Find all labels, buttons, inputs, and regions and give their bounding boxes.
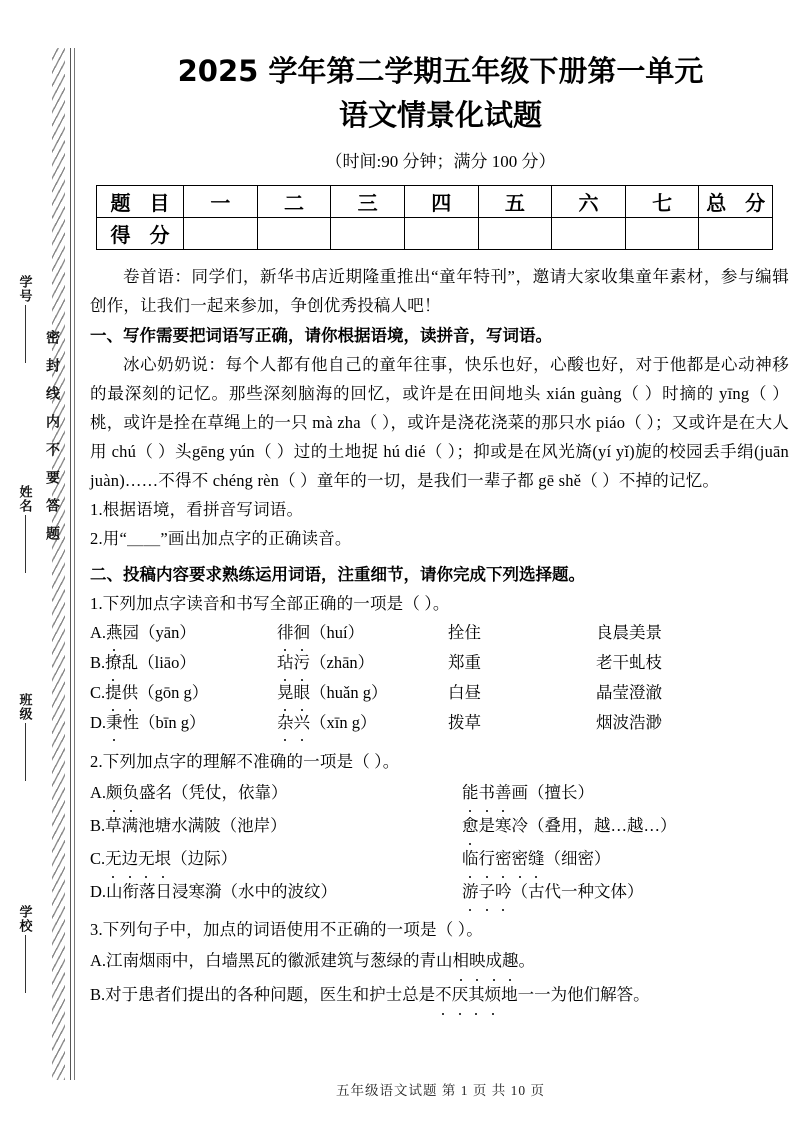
pinyin-piao: piáo <box>596 413 626 432</box>
info-label-school: 学校 <box>17 905 33 933</box>
question-3-stem: 3.下列句子中，加点的词语使用不正确的一项是（ ）。 <box>90 920 483 939</box>
score-table <box>96 185 773 250</box>
q1-b-col3: 郑重 <box>448 653 481 672</box>
score-table-col-1: 一 <box>184 186 258 218</box>
score-cell-7[interactable] <box>625 218 699 250</box>
passage-text-8: （ ）；抑或是在风光旖 <box>425 442 593 461</box>
q2-b-key: B. <box>90 816 106 835</box>
score-cell-4[interactable] <box>404 218 478 250</box>
q1-d-c1-dotted: 秉 <box>106 708 123 738</box>
q2-d-key: D. <box>90 882 107 901</box>
section-1-subquestion-1: 1.根据语境，看拼音写词语。 <box>90 500 304 519</box>
q1-c-key: C. <box>90 683 106 702</box>
score-table-label-score: 得 分 <box>97 218 184 250</box>
q2-a-right-dotted: 能书善 <box>462 783 512 802</box>
q1-b-col2 <box>277 648 448 678</box>
q1-c-col3: 白昼 <box>448 683 481 702</box>
q3-a-key: A. <box>90 951 107 970</box>
q1-b-col1 <box>90 648 277 678</box>
q1-a-c1-rest: 园（yān） <box>122 623 196 642</box>
q2-c-right <box>462 842 793 875</box>
question-1-option-d[interactable] <box>90 708 793 738</box>
q1-c-c1-dotted: 提供 <box>105 683 138 702</box>
score-cell-2[interactable] <box>257 218 331 250</box>
q1-d-col3: 拨草 <box>448 713 481 732</box>
pinyin-xian-guang: xián guàng <box>546 384 622 403</box>
question-1-stem: 1.下列加点字读音和书写全部正确的一项是（ ）。 <box>90 594 450 613</box>
question-2-option-c[interactable] <box>90 842 793 875</box>
q1-b-key: B. <box>90 653 106 672</box>
score-table-header-row <box>97 186 773 218</box>
score-table-col-6: 六 <box>552 186 626 218</box>
question-2-option-d[interactable] <box>90 875 793 908</box>
q2-d-left-dotted: 山衔落日浸寒漪 <box>106 882 222 901</box>
question-2-stem: 2.下列加点字的理解不准确的一项是（ ）。 <box>90 752 400 771</box>
passage-text-12: （ ）不掉的记忆。 <box>581 471 720 490</box>
exam-sheet <box>88 0 793 1122</box>
q2-c-right-dotted: 临行密密缝 <box>462 849 545 868</box>
info-entry-class <box>8 693 42 781</box>
q2-b-right-rest: 是寒冷（叠用，越…越…） <box>478 816 677 835</box>
q1-d-c1-rest: 性（bīn g） <box>122 713 206 732</box>
page-footer: 五年级语文试题 第 1 页 共 10 页 <box>336 1083 545 1098</box>
q2-b-right-dotted: 愈 <box>462 809 479 842</box>
passage-text-5: （ ）；又或许是在大人用 <box>90 413 789 461</box>
score-cell-3[interactable] <box>331 218 405 250</box>
score-table-score-row <box>97 218 773 250</box>
q1-b-c2-dotted: 玷污 <box>277 653 310 672</box>
q2-c-left <box>90 842 462 875</box>
q2-c-left-dotted: 无边无垠 <box>105 849 171 868</box>
q2-d-left <box>90 875 462 908</box>
q1-a-col3: 拴住 <box>448 623 481 642</box>
q2-a-left-rest: 盛名（凭仗，依靠） <box>139 783 288 802</box>
q2-d-right-dotted: 游子吟 <box>462 882 512 901</box>
q2-a-right-rest: 画（擅长） <box>511 783 594 802</box>
q1-a-key: A. <box>90 623 107 642</box>
pinyin-geng-yun: gēng yún <box>191 442 255 461</box>
q1-d-key: D. <box>90 713 107 732</box>
q2-a-right <box>462 776 793 809</box>
info-rule-class <box>25 723 26 781</box>
section-1-subquestion-2: 2.用“＿＿”画出加点字的正确读音。 <box>90 529 352 548</box>
q3-b-dotted-phrase: 不厌其烦 <box>435 985 501 1004</box>
q1-a-c1-dotted: 燕 <box>106 618 123 648</box>
q1-d-col4: 烟波浩渺 <box>596 713 662 732</box>
q2-a-left <box>90 776 462 809</box>
q2-a-left-dotted: 颇负 <box>106 783 139 802</box>
seal-margin <box>0 0 88 1122</box>
seal-vertical-text: 密封线内不要答题 <box>44 330 59 554</box>
pinyin-ma-zha: mà zha <box>312 413 361 432</box>
score-table-col-4: 四 <box>404 186 478 218</box>
info-label-student-id: 学号 <box>17 275 33 303</box>
exam-title-line-2: 语文情景化试题 <box>338 98 542 132</box>
q2-b-left <box>90 809 462 842</box>
exam-subtitle: （时间:90 分钟；满分 100 分） <box>325 152 556 171</box>
passage-text-9: 旎的校园丢手绢 <box>634 442 755 461</box>
section-1-heading: 一、写作需要把词语写正确，请你根据语境，读拼音，写词语。 <box>90 326 552 345</box>
passage-text-3: （ ）桃，或许是拴在草绳上的一只 <box>90 384 789 432</box>
q3-a-post: 。 <box>518 951 536 970</box>
q1-a-col4: 良晨美景 <box>596 623 662 642</box>
pinyin-choice-yi: (yí yǐ) <box>592 442 635 461</box>
q1-d-col1 <box>90 708 277 738</box>
seal-rule-outer <box>70 48 71 1080</box>
q2-d-right-rest: （古代一种文体） <box>511 882 644 901</box>
score-table-col-2: 二 <box>257 186 331 218</box>
score-table-col-7: 七 <box>625 186 699 218</box>
q3-a-pre: 江南烟雨中，白墙黑瓦的徽派建筑与葱绿的青山 <box>106 951 453 970</box>
info-rule-name <box>25 515 26 573</box>
student-info-column <box>8 60 42 1060</box>
score-cell-5[interactable] <box>478 218 552 250</box>
q1-c-c2-dotted: 晃眼 <box>277 683 310 702</box>
pinyin-chu: chú <box>111 442 137 461</box>
q1-c-c1-rest: （gōn g） <box>138 683 209 702</box>
section-1-passage <box>88 350 793 495</box>
q1-c-c2-rest: （huǎn g） <box>310 683 388 702</box>
passage-text-6: （ ）头 <box>136 442 192 461</box>
passage-text-11: （ ）童年的一切，是我们一辈子都 <box>279 471 539 490</box>
q2-b-left-rest: （池岸） <box>220 816 287 835</box>
q1-a-c2-rest: （huí） <box>310 623 365 642</box>
question-3-option-b[interactable] <box>90 978 793 1012</box>
exam-title-line-1: 2025 学年第二学期五年级下册第一单元 <box>177 54 704 88</box>
q2-b-left-dotted: 草满池塘水满陂 <box>105 816 221 835</box>
passage-text-4: （ ），或许是浇花浇菜的那只水 <box>360 413 597 432</box>
q2-b-right <box>462 809 793 842</box>
q1-d-c2-dotted: 杂兴 <box>277 713 310 732</box>
q1-a-col2 <box>277 618 448 648</box>
question-2-option-b[interactable] <box>90 809 793 842</box>
q1-c-col4: 晶莹澄澈 <box>596 683 662 702</box>
q2-a-key: A. <box>90 783 107 802</box>
q1-a-col1 <box>90 618 277 648</box>
q3-a-dotted-phrase: 相映成趣 <box>453 951 519 970</box>
passage-text-2: （ ）时摘的 <box>621 384 720 403</box>
q3-b-key: B. <box>90 985 106 1004</box>
info-rule-school <box>25 935 26 993</box>
question-1-option-b[interactable] <box>90 648 793 678</box>
pinyin-ge-she: gē shě <box>538 471 582 490</box>
question-1-option-c[interactable] <box>90 678 793 708</box>
pinyin-hu-die: hú dié <box>383 442 426 461</box>
info-label-class: 班级 <box>17 693 33 721</box>
q2-c-left-rest: （边际） <box>171 849 238 868</box>
pinyin-cheng-ren: chéng rèn <box>212 471 280 490</box>
section-2-heading: 二、投稿内容要求熟练运用词语，注重细节，请你完成下列选择题。 <box>90 565 585 584</box>
score-table-col-3: 三 <box>331 186 405 218</box>
pinyin-choice-juan: (juān juàn) <box>90 442 789 490</box>
score-table-label-subject: 题 目 <box>97 186 184 218</box>
q2-d-right <box>462 875 793 908</box>
passage-text-1: 冰心奶奶说：每个人都有他自己的童年往事，快乐也好，心酸也好，对于他都是心动神移的最深刻的记忆。那些深刻脑海的回忆，或许是在田间地头 <box>90 355 789 403</box>
seal-rule-inner <box>74 48 75 1080</box>
passage-text-10: ……不得不 <box>124 471 213 490</box>
pinyin-ying: yīng <box>719 384 750 403</box>
info-label-name: 姓名 <box>17 485 33 513</box>
score-cell-total[interactable] <box>699 218 773 250</box>
info-rule-student-id <box>25 305 26 363</box>
question-2-option-a[interactable] <box>90 776 793 809</box>
q1-b-c1-dotted: 撩 <box>105 648 122 678</box>
q3-b-post: 地一一为他们解答。 <box>501 985 650 1004</box>
q2-c-right-rest: （细密） <box>544 849 611 868</box>
intro-paragraph: 卷首语：同学们，新华书店近期隆重推出“童年特刊”，邀请大家收集童年素材，参与编辑创作，让我们一起来参加，争创优秀投稿人吧！ <box>90 267 789 315</box>
q1-d-c2-rest: （xīn g） <box>310 713 377 732</box>
score-cell-1[interactable] <box>184 218 258 250</box>
info-entry-school <box>8 905 42 993</box>
q2-d-left-rest: （水中的波纹） <box>221 882 338 901</box>
q2-c-key: C. <box>90 849 106 868</box>
q3-b-pre: 对于患者们提出的各种问题，医生和护士总是 <box>105 985 436 1004</box>
seal-hatch-pattern <box>52 48 65 1080</box>
question-1-option-a[interactable] <box>90 618 793 648</box>
info-entry-student-id <box>8 275 42 363</box>
q1-c-col2 <box>277 678 448 708</box>
passage-text-7: （ ）过的土地捉 <box>254 442 384 461</box>
q1-b-c1-rest: 乱（liāo） <box>121 653 196 672</box>
score-table-col-total: 总 分 <box>699 186 773 218</box>
q1-b-c2-rest: （zhān） <box>310 653 375 672</box>
score-cell-6[interactable] <box>552 218 626 250</box>
q1-b-col4: 老干虬枝 <box>596 653 662 672</box>
q1-d-col2 <box>277 708 448 738</box>
q1-a-c2-dotted: 徘徊 <box>277 623 310 642</box>
score-table-col-5: 五 <box>478 186 552 218</box>
q1-c-col1 <box>90 678 277 708</box>
info-entry-name <box>8 485 42 573</box>
question-3-option-a[interactable] <box>90 944 793 978</box>
